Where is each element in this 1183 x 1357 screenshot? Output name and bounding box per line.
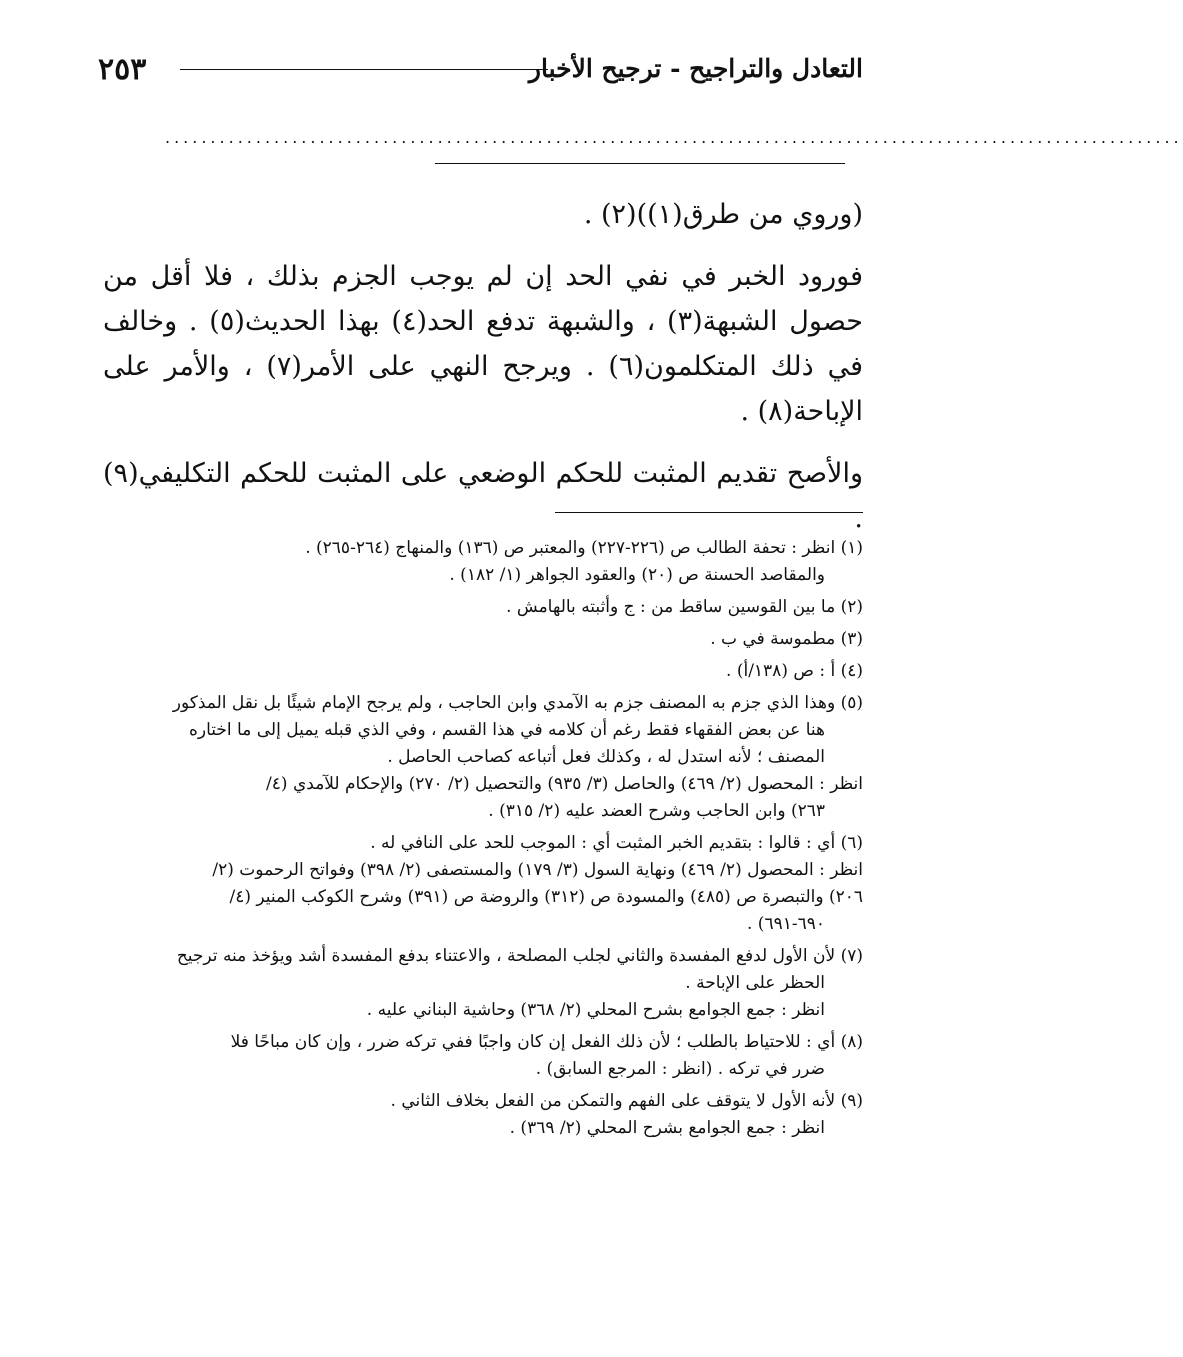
- footnote-line: انظر : المحصول (٢/ ٤٦٩) ونهاية السول (٣/ ١٧٩) والمستصفى (٢/ ٣٩٨) وفواتح الرحموت (٢/: [212, 860, 863, 880]
- footnote-line: (٥) وهذا الذي جزم به المصنف جزم به الآمدي وابن الحاجب ، ولم يرجح الإمام شيئًا بل نقل المذكور: [172, 693, 863, 713]
- footnote-7: [98, 943, 863, 1024]
- footnote-line: هنا عن بعض الفقهاء فقط رغم أن كلامه في هذا القسم ، وفي الذي قبله يميل إلى ما اختاره: [188, 720, 825, 740]
- footnote-1: [98, 535, 863, 589]
- running-title: التعادل والتراجيح - ترجيح الأخبار: [528, 54, 863, 83]
- footnote-line: ٦٩٠-٦٩١) .: [746, 914, 825, 934]
- footnotes: [98, 535, 863, 1147]
- footnote-8: [98, 1029, 863, 1083]
- footnote-line: (١) انظر : تحفة الطالب ص (٢٢٦-٢٢٧) والمعتبر ص (١٣٦) والمنهاج (٢٦٤-٢٦٥) .: [305, 538, 863, 558]
- footnote-line: المصنف ؛ لأنه استدل له ، وكذلك فعل أتباعه كصاحب الحاصل .: [387, 747, 825, 767]
- footnote-line: ضرر في تركه . (انظر : المرجع السابق) .: [535, 1059, 825, 1079]
- footnote-line: (٤) أ : ص (١٣٨/أ) .: [726, 661, 863, 681]
- paragraph: فورود الخبر في نفي الحد إن لم يوجب الجزم بذلك ، فلا أقل من حصول الشبهة(٣) ، والشبهة تدفع الحد(٤) بهذا الحديث(٥) . وخالف في ذلك المتكلمون(٦) . ويرجح النهي على الأمر(٧) ، والأمر على الإباحة(٨) .: [103, 261, 863, 427]
- page-header: [98, 52, 863, 92]
- footnote-4: [98, 658, 863, 685]
- top-rule: [435, 163, 845, 164]
- footnote-line: انظر : المحصول (٢/ ٤٦٩) والحاصل (٣/ ٩٣٥) والتحصيل (٢/ ٢٧٠) والإحكام للآمدي (٤/: [266, 774, 863, 794]
- main-text: [103, 192, 863, 558]
- dotted-separator: ................................................................................................................: [165, 128, 1183, 147]
- paragraph: (وروي من طرق(١))(٢) .: [583, 199, 863, 230]
- footnote-line: (٧) لأن الأول لدفع المفسدة والثاني لجلب المصلحة ، والاعتناء بدفع المفسدة أشد ويؤخذ منه ترجيح: [176, 946, 863, 966]
- paragraph: والأصح تقديم المثبت للحكم الوضعي على المثبت للحكم التكليفي(٩) .: [103, 458, 863, 534]
- footnote-line: (٣) مطموسة في ب .: [710, 629, 863, 649]
- footnote-6: [98, 830, 863, 938]
- footnote-line: (٦) أي : قالوا : بتقديم الخبر المثبت أي : الموجب للحد على النافي له .: [370, 833, 863, 853]
- header-rule: [180, 69, 548, 70]
- footnote-3: [98, 626, 863, 653]
- footnote-line: الحظر على الإباحة .: [685, 973, 825, 993]
- footnote-line: والمقاصد الحسنة ص (٢٠) والعقود الجواهر (١/ ١٨٢) .: [449, 565, 825, 585]
- footnote-2: [98, 594, 863, 621]
- footnote-line: انظر : جمع الجوامع بشرح المحلي (٢/ ٣٦٩) .: [509, 1118, 825, 1138]
- footnote-9: [98, 1088, 863, 1142]
- footnote-line: (٢) ما بين القوسين ساقط من : ج وأثبته بالهامش .: [506, 597, 863, 617]
- footnote-line: ٢٠٦) والتبصرة ص (٤٨٥) والمسودة ص (٣١٢) والروضة ص (٣٩١) وشرح الكوكب المنير (٤/: [229, 887, 863, 907]
- footnote-rule: [555, 512, 863, 513]
- footnote-line: انظر : جمع الجوامع بشرح المحلي (٢/ ٣٦٨) وحاشية البناني عليه .: [366, 1000, 825, 1020]
- footnote-5: [98, 690, 863, 825]
- footnote-line: ٢٦٣) وابن الحاجب وشرح العضد عليه (٢/ ٣١٥) .: [488, 801, 825, 821]
- footnote-line: (٩) لأنه الأول لا يتوقف على الفهم والتمكن من الفعل بخلاف الثاني .: [390, 1091, 863, 1111]
- footnote-line: (٨) أي : للاحتياط بالطلب ؛ لأن ذلك الفعل إن كان واجبًا ففي تركه ضرر ، وإن كان مباحًا فلا: [230, 1032, 863, 1052]
- page-number: ٢٥٣: [98, 52, 147, 87]
